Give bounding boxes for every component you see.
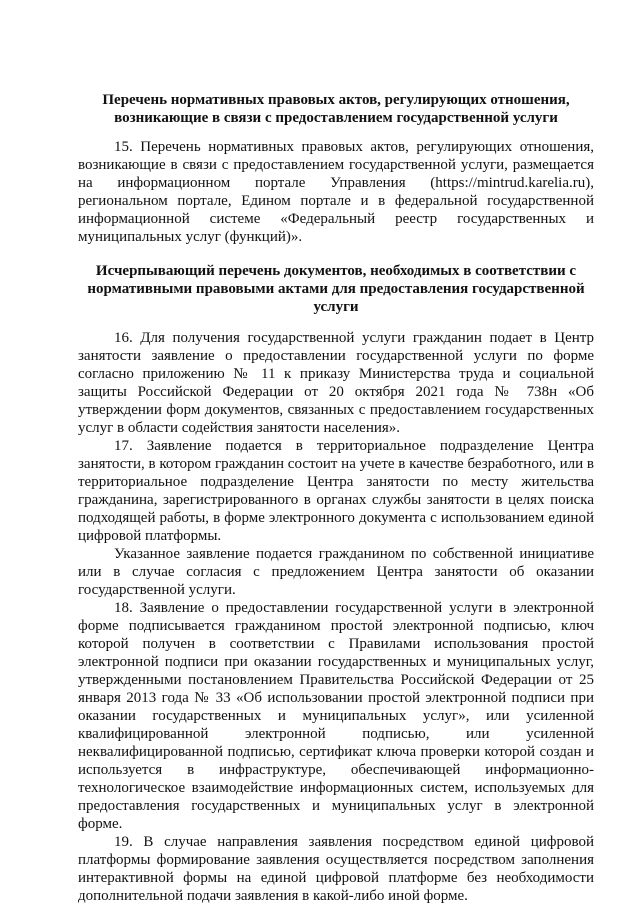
paragraph-17: 17. Заявление подается в территориальное подразделение Центра занятости, в котором гражданин состоит на учете в качестве безработного, или в территориальное подразделение Центра занятости по месту жительства гражданина, зарегистрированного в органах службы занятости в целях поиска подходящей работы, в форме электронного документа с использованием единой цифровой платформы. — [78, 438, 594, 544]
document-body — [78, 91, 594, 905]
section-heading-documents-list: Исчерпывающий перечень документов, необходимых в соответствии с нормативными правовыми актами для предоставления государственной услуги — [87, 263, 585, 315]
paragraph-16: 16. Для получения государственной услуги гражданин подает в Центр занятости заявление о предоставлении государственной услуги по форме согласно приложению № 11 к приказу Министерства труда и социальной защиты Российской Федерации от 20 октября 2021 года № 738н «Об утверждении форм документов, связанных с предоставлением государственных услуг в области содействия занятости населения». — [78, 330, 594, 436]
paragraph-15: 15. Перечень нормативных правовых актов, регулирующих отношения, возникающие в связи с предоставлением государственной услуги, размещается на информационном портале Управления (https://mintrud.karelia.ru), региональном портале, Едином портале и в федеральной государственной информационной системе «Федеральный реестр государственных и муниципальных услуг (функций)». — [78, 139, 594, 245]
section-gap — [78, 246, 594, 262]
paragraph-17-note: Указанное заявление подается гражданином по собственной инициативе или в случае согласия с предложением Центра занятости об оказании государственной услуги. — [78, 546, 594, 598]
section-heading-legal-acts: Перечень нормативных правовых актов, регулирующих отношения, возникающие в связи с предоставлением государственной услуги — [102, 92, 570, 126]
paragraph-18: 18. Заявление о предоставлении государственной услуги в электронной форме подписывается гражданином простой электронной подписью, ключ которой получен в соответствии с Правилами использования простой электронной подписи при оказании государственных и муниципальных услуг, утвержденными постановлением Правительства Российской Федерации от 25 января 2013 года № 33 «Об использовании простой электронной подписи при оказании государственных и муниципальных услуг», или усиленной квалифицированной электронной подписью, или усиленной неквалифицированной подписью, сертификат ключа проверки которой создан и используется в инфраструктуре, обеспечивающей информационно-технологическое взаимодействие информационных систем, используемых для предоставления государственных и муниципальных услуг в электронной форме. — [78, 600, 594, 832]
paragraph-19: 19. В случае направления заявления посредством единой цифровой платформы формирование заявления осуществляется посредством заполнения интерактивной формы на единой цифровой платформе без необходимости дополнительной подачи заявления в какой-либо иной форме. — [78, 834, 594, 904]
